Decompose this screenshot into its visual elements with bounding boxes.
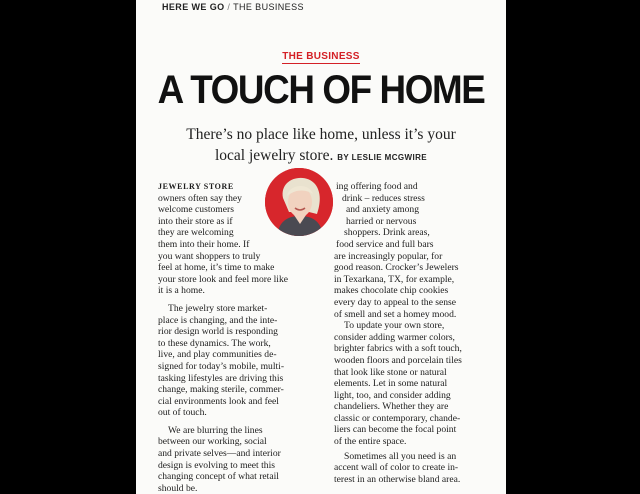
text-line: welcome customers	[158, 204, 234, 216]
text-line: and anxiety among	[346, 204, 419, 216]
text-line: of the entire space.	[334, 436, 407, 448]
text-line: makes chocolate chip cookies	[334, 285, 449, 297]
text-line: drink – reduces stress	[342, 192, 425, 204]
text-line: wooden floors and porcelain tiles	[334, 354, 462, 366]
text-line: that look like stone or natural	[334, 366, 447, 378]
text-line: into their store as if	[158, 215, 233, 227]
lead-in: JEWELRY STORE	[158, 182, 234, 191]
text-line: brighter fabrics with a soft touch,	[334, 343, 462, 355]
running-head-topic: THE BUSINESS	[233, 2, 304, 12]
text-line: change, making sterile, commer-	[158, 384, 284, 396]
text-line: them into their home. If	[158, 238, 250, 250]
text-line: tasking lifestyles are driving this	[158, 372, 284, 384]
text-line: liers can become the focal point	[334, 424, 457, 436]
text-line: owners often say they	[158, 192, 242, 204]
dek-line-2: local jewelry store.	[214, 147, 334, 164]
dek-line-1: There’s no place like home, unless it’s your	[186, 126, 456, 143]
running-head-section: HERE WE GO	[162, 2, 225, 12]
text-line: We are blurring the lines	[168, 424, 263, 436]
headline: A TOUCH OF HOME	[157, 68, 485, 112]
text-line: light, too, and consider adding	[334, 389, 451, 401]
text-line: design is evolving to meet this	[158, 459, 275, 471]
left-paragraph-2	[158, 303, 308, 419]
text-line: elements. Let in some natural	[334, 378, 448, 390]
text-line: changing concept of what retail	[158, 471, 279, 483]
right-paragraph-1	[334, 181, 486, 320]
text-line: it is a home.	[158, 285, 205, 297]
text-line: rior design world is responding	[158, 326, 278, 338]
text-line: accent wall of color to create in-	[334, 462, 459, 474]
running-head-separator: /	[227, 2, 231, 12]
text-line: and private selves—and interior	[158, 448, 281, 460]
section-kicker	[136, 51, 506, 62]
text-line: consider adding warmer colors,	[334, 331, 455, 343]
text-line: signed for today’s mobile, multi-	[158, 360, 285, 372]
text-line: place is changing, and the inte-	[158, 314, 278, 326]
left-paragraph-1	[158, 181, 308, 297]
text-line: your store look and feel more like	[158, 273, 289, 285]
text-line: ing offering food and	[336, 181, 418, 192]
right-column	[334, 181, 486, 485]
kicker-label: THE BUSINESS	[282, 51, 360, 62]
text-line: classic or contemporary, chande-	[334, 412, 461, 424]
running-head	[162, 2, 304, 12]
text-line: every day to appeal to the sense	[334, 296, 457, 308]
text-line: terest in an otherwise bland area.	[334, 473, 461, 485]
text-line: are increasingly popular, for	[334, 250, 443, 262]
text-line: you want shoppers to truly	[158, 250, 261, 262]
text-line: to these dynamics. The work,	[158, 337, 271, 349]
text-line: of smell and set a homey mood.	[334, 308, 457, 320]
text-line: good reason. Crocker’s Jewelers	[334, 262, 459, 274]
right-paragraph-3	[334, 451, 486, 486]
text-line: between our working, social	[158, 436, 267, 448]
left-column	[158, 181, 308, 494]
text-line: To update your own store,	[344, 320, 445, 332]
left-paragraph-3	[158, 425, 308, 494]
text-line: in Texarkana, TX, for example,	[334, 273, 455, 285]
text-line: live, and play communities de-	[158, 349, 277, 361]
text-line: shoppers. Drink areas,	[344, 227, 430, 239]
text-line: The jewelry store market-	[168, 302, 268, 314]
text-line: cial environments look and feel	[158, 395, 279, 407]
text-line: out of touch.	[158, 407, 207, 419]
right-paragraph-2	[334, 320, 486, 448]
magazine-page	[136, 0, 506, 494]
text-line: they are welcoming	[158, 227, 234, 239]
text-line: chandeliers. Whether they are	[334, 401, 449, 413]
text-line: food service and full bars	[336, 238, 434, 250]
text-line: Sometimes all you need is an	[344, 450, 457, 462]
text-line: feel at home, it’s time to make	[158, 262, 275, 274]
text-line: harried or nervous	[346, 215, 417, 227]
byline: BY LESLIE MCGWIRE	[337, 153, 427, 162]
text-line: should be.	[158, 482, 198, 494]
dek	[156, 124, 486, 168]
